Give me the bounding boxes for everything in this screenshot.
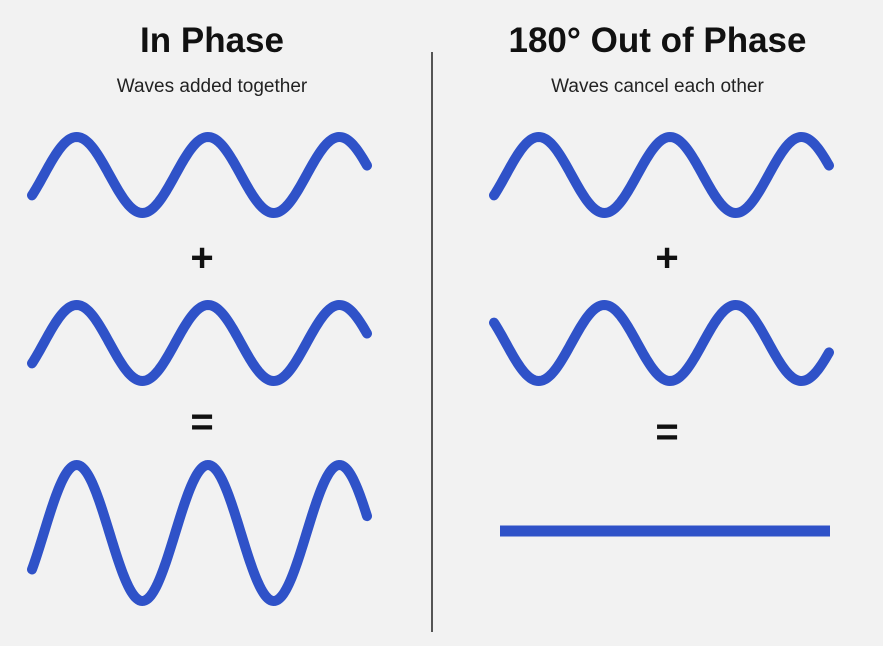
in-phase-subtitle: Waves added together xyxy=(116,76,308,97)
panel-divider xyxy=(431,52,433,632)
out-of-phase-equals-sign: = xyxy=(655,410,679,454)
out-of-phase-wave-1 xyxy=(494,130,839,220)
out-of-phase-wave-2 xyxy=(494,298,839,388)
out-of-phase-plus-sign: + xyxy=(655,236,679,280)
in-phase-title: In Phase xyxy=(140,21,284,60)
in-phase-wave-2 xyxy=(32,298,377,388)
in-phase-wave-1 xyxy=(32,130,377,220)
out-of-phase-flat-line xyxy=(500,522,830,542)
out-of-phase-subtitle: Waves cancel each other xyxy=(551,76,764,97)
in-phase-equals-sign: = xyxy=(190,400,214,444)
in-phase-panel xyxy=(0,0,432,646)
out-of-phase-title: 180° Out of Phase xyxy=(508,21,807,60)
in-phase-result-wave xyxy=(32,458,377,608)
out-of-phase-panel xyxy=(434,0,883,646)
in-phase-plus-sign: + xyxy=(190,236,214,280)
